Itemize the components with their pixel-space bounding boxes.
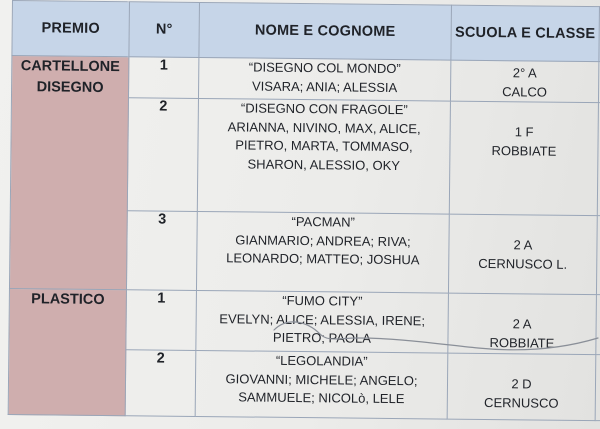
entry-name-line: EVELYN; ALICE; ALESSIA, IRENE; [219, 310, 426, 328]
entry-names [195, 350, 448, 419]
awards-table [8, 0, 600, 422]
entry-name-line: GIANMARIO; ANDREA; RIVA; [235, 231, 411, 249]
extra-cell [596, 295, 600, 355]
premio-cell [9, 56, 128, 290]
entry-school [447, 353, 596, 421]
header-nome-cognome: NOME E COGNOME [199, 2, 452, 60]
school-class: 2 A [513, 237, 533, 253]
premio-label: DISEGNO [36, 79, 104, 96]
header-numero: N° [129, 2, 200, 58]
entry-title: “PACMAN” [291, 213, 355, 230]
entry-number: 3 [126, 211, 197, 291]
entry-names [196, 211, 449, 293]
entry-name-line: SAMMUELE; NICOLò, LELE [238, 389, 405, 407]
entry-number: 2 [127, 98, 198, 212]
entry-names [198, 57, 450, 101]
school-class: 1 F [514, 124, 534, 140]
premio-label: PLASTICO [31, 291, 105, 308]
entry-number: 1 [128, 57, 198, 99]
entry-number: 1 [126, 290, 197, 351]
table-row [11, 56, 600, 104]
premio-label: CARTELLONE [20, 58, 120, 76]
entry-name-line: ARIANNA, NIVINO, MAX, ALICE, [227, 118, 421, 136]
entry-school [450, 60, 598, 103]
entry-name-line: PIETRO; PAOLA [272, 329, 372, 346]
entry-title: “FUMO CITY” [282, 292, 363, 309]
entry-school [449, 101, 598, 216]
entry-name-line: LEONARDO; MATTEO; JOSHUA [226, 250, 420, 268]
entry-title: “DISEGNO COL MONDO” [248, 59, 401, 77]
school-class: 2 D [511, 376, 532, 392]
table-row [9, 288, 600, 355]
entry-names [196, 290, 449, 353]
entry-name-line: VISARA; ANIA; ALESSIA [251, 78, 398, 95]
premio-cell [8, 288, 126, 415]
entry-title: “DISEGNO CON FRAGOLE” [240, 100, 408, 118]
school-name: CERNUSCO L. [478, 255, 568, 272]
entry-name-line: GIOVANNI; MICHELE; ANGELO; [225, 370, 418, 388]
school-class: 2° A [512, 65, 537, 81]
header-premio: PREMIO [12, 1, 130, 57]
entry-title: “LEGOLANDIA” [275, 352, 368, 369]
header-scuola-classe: SCUOLA E CLASSE [451, 5, 600, 62]
extra-cell [596, 216, 600, 295]
school-name: CALCO [502, 83, 548, 100]
entry-name-line: SHARON, ALESSIO, OKY [247, 155, 401, 173]
school-name: ROBBIATE [489, 334, 555, 351]
entry-school [448, 293, 597, 355]
header-row [12, 1, 600, 63]
entry-name-line: PIETRO, MARTA, TOMMASO, [235, 137, 413, 155]
extra-cell [595, 355, 600, 421]
entry-school [448, 214, 597, 295]
entry-number: 2 [125, 350, 196, 417]
entry-names [197, 98, 450, 214]
school-class: 2 A [512, 316, 532, 332]
school-name: CERNUSCO [484, 394, 559, 411]
school-name: ROBBIATE [491, 142, 557, 159]
